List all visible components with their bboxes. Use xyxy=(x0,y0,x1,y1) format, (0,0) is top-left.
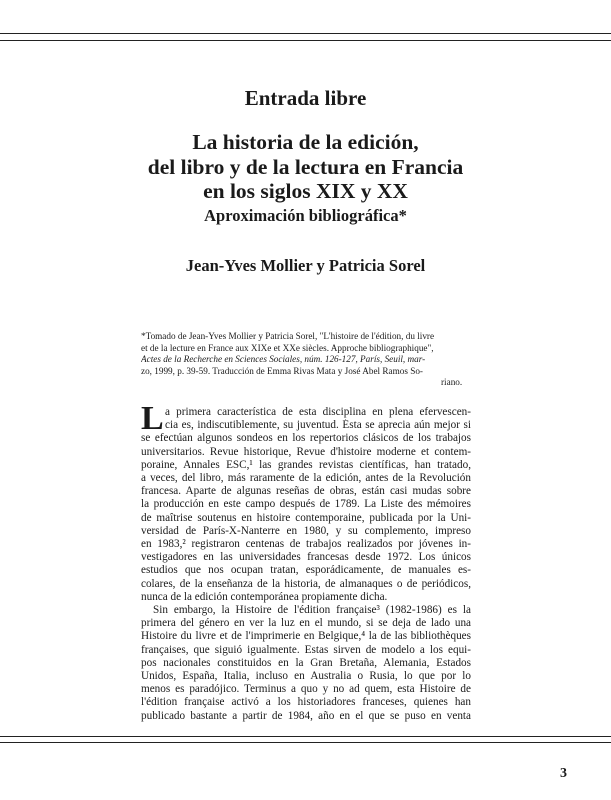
page-number: 3 xyxy=(560,766,567,781)
body-line: poraine, Annales ESC,¹ las grandes revistas científicas, han tratado, xyxy=(141,458,471,471)
top-rule xyxy=(0,33,611,34)
body-line: publicado bastante a partir de 1984, año en el que se puso en venta xyxy=(141,709,471,722)
body-line: pos nacionales constituidos en la Gran Bretaña, Alemania, Estados xyxy=(141,656,471,669)
footnote-line: riano. xyxy=(441,377,463,388)
title-line: La historia de la edición, xyxy=(192,130,419,154)
body-line: de maîtrise soutenus en histoire contemporaine, publicada por la Uni- xyxy=(141,511,471,524)
body-line: versidad de París-X-Nanterre en 1980, y su complemento, impreso xyxy=(141,524,471,537)
body-line: en 1983,² registraron centenas de trabajos realizados por jóvenes in- xyxy=(141,538,471,551)
body-line: Histoire du livre et de l'imprimerie en Belgique,⁴ la de las bibliothèques xyxy=(141,630,471,643)
section-label: Entrada libre xyxy=(244,86,367,110)
article-body xyxy=(141,400,471,723)
source-footnote xyxy=(141,331,471,389)
footnote-line: zo, 1999, p. 39-59. Traducción de Emma Rivas Mata y José Abel Ramos So- xyxy=(141,365,423,376)
body-line: la producción en este campo después de 1789. La Liste des mémoires xyxy=(141,498,471,511)
body-line: primera del género en ver la luz en el mundo, si se deja de lado una xyxy=(141,617,471,630)
drop-cap: L xyxy=(141,400,164,437)
footnote-line: et de la lecture en France aux XIXe et XXe siècles. Approche bibliographique", xyxy=(141,342,434,353)
bottom-rule xyxy=(0,736,611,737)
body-line: nunca de la edición contemporánea propiamente dicha. xyxy=(141,590,388,603)
body-line: colares, de la enseñanza de la historia, de almanaques o de periódicos, xyxy=(141,577,471,590)
body-line: l'édition française activó a los historiadores franceses, quienes han xyxy=(141,696,471,709)
body-line: francesa. Aparte de algunas reseñas de obras, están casi mudas sobre xyxy=(141,485,471,498)
article-title xyxy=(0,130,611,204)
footnote-line: *Tomado de Jean-Yves Mollier y Patricia Sorel, "L'histoire de l'édition, du livre xyxy=(141,331,435,341)
body-line: françaises, que siguió igualmente. Estas sirven de modelo a los equi- xyxy=(141,643,471,656)
body-line: a primera característica de esta disciplina en plena efervescen- xyxy=(165,406,471,418)
body-line: menos es paradójico. Terminus a quo y no ad quem, esta Histoire de xyxy=(141,683,471,696)
bottom-rule-thin xyxy=(0,742,611,743)
body-line: universitarios. Revue historique, Revue d'histoire moderne et contem- xyxy=(141,445,471,458)
article-authors: Jean-Yves Mollier y Patricia Sorel xyxy=(185,256,426,275)
body-line: a veces, del libro, más raramente de la edición, antes de la Revolución xyxy=(141,472,471,485)
footnote-line: Actes de la Recherche en Sciences Sociales, núm. 126-127, París, Seuil, mar- xyxy=(141,354,426,365)
title-line: del libro y de la lectura en Francia xyxy=(147,154,464,179)
body-line: se efectúan algunos sondeos en los repertorios clásicos de los trabajos xyxy=(141,432,471,445)
title-line: en los siglos XIX y XX xyxy=(203,179,408,203)
body-line: Sin embargo, la Histoire de l'édition française³ (1982-1986) es la xyxy=(153,604,471,617)
top-rule-thin xyxy=(0,40,611,41)
article-subtitle: Aproximación bibliográfica* xyxy=(204,206,407,225)
body-line: cia es, indiscutiblemente, su juventud. Ésta se aprecia aún mejor si xyxy=(165,419,471,432)
body-line: Unidos, España, Italia, incluso en Australia o Rusia, lo que por lo xyxy=(141,670,471,683)
body-line: estudios que nos ocupan tratan, esporádicamente, de manuales es- xyxy=(141,564,471,577)
body-line: vestigadores en las universidades francesas desde 1972. Los únicos xyxy=(141,551,471,564)
